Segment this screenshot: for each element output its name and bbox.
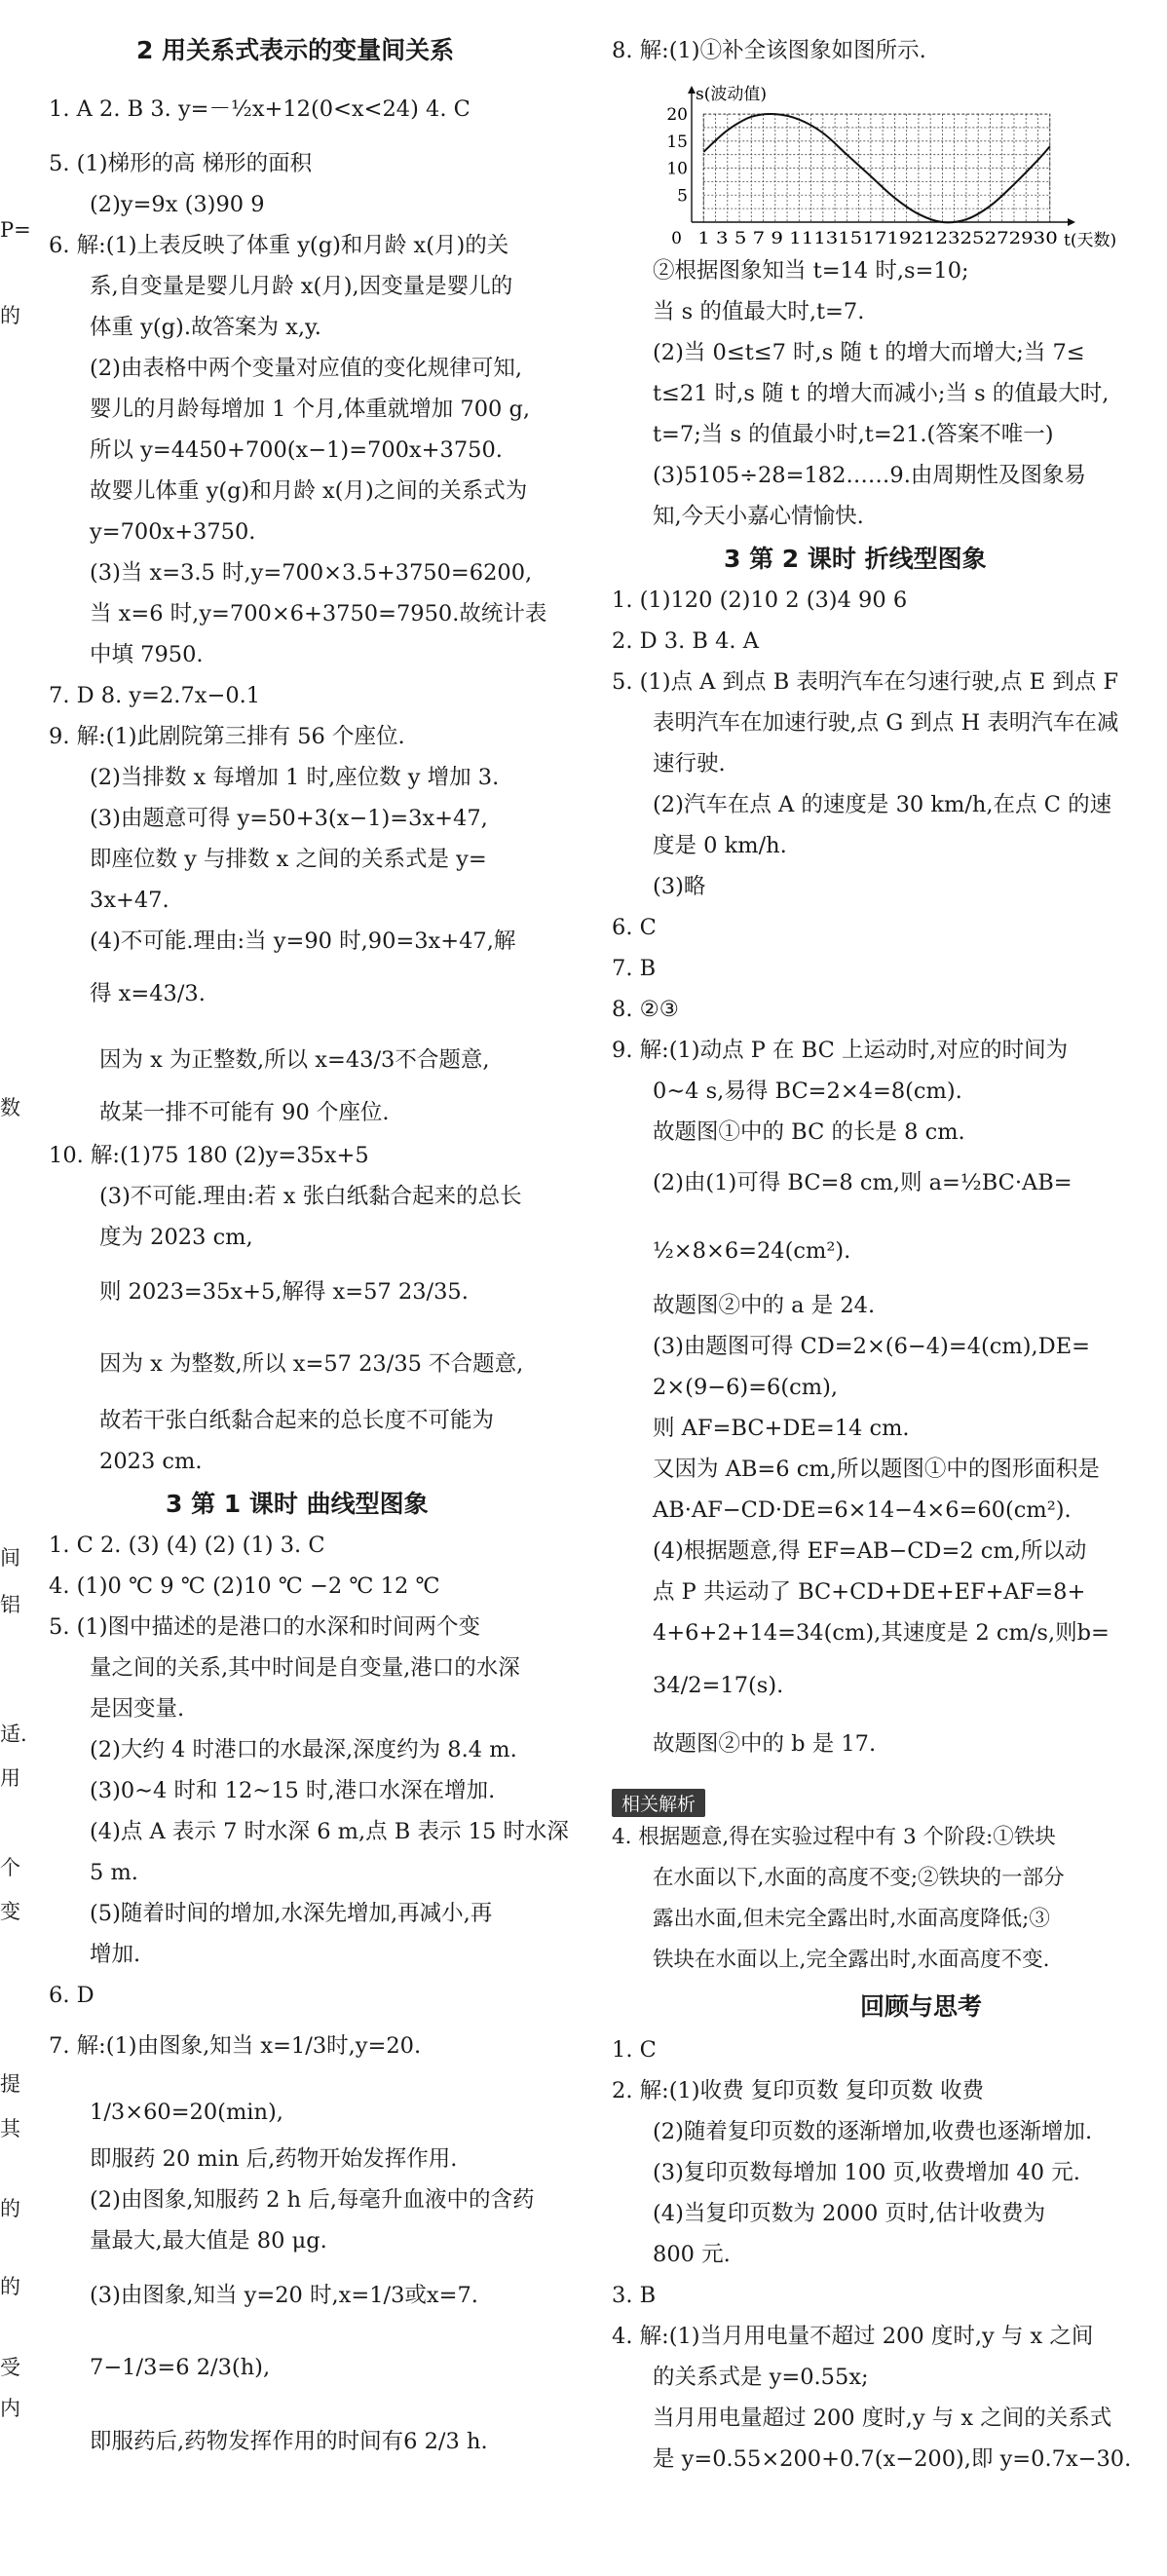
margin-fragment: 提 <box>0 2072 20 2096</box>
text-line: 度为 2023 cm, <box>99 1225 253 1250</box>
text-line: 故题图②中的 a 是 24. <box>653 1293 876 1318</box>
margin-fragment: 个 <box>0 1856 20 1879</box>
text-line: 5. (1)图中描述的是港口的水深和时间两个变 <box>49 1614 480 1640</box>
text-line: 知,今天小嘉心情愉快. <box>653 504 864 529</box>
text-line: (3)当 x=3.5 时,y=700×3.5+3750=6200, <box>90 560 533 586</box>
section-heading: 3 第 2 课时 折线型图象 <box>724 545 987 573</box>
text-line: (3)5105÷28=182……9.由周期性及图象易 <box>653 463 1086 488</box>
y-axis-label: s(波动值) <box>696 85 767 104</box>
text-line: (5)随着时间的增加,水深先增加,再减小,再 <box>90 1901 493 1926</box>
margin-fragment: 其 <box>0 2117 20 2140</box>
text-line: (4)不可能.理由:当 y=90 时,90=3x+47,解 <box>90 928 516 954</box>
text-line: 当 x=6 时,y=700×6+3750=7950.故统计表 <box>90 601 547 626</box>
text-line: 故题图②中的 b 是 17. <box>653 1731 877 1757</box>
text-line: 5. (1)点 A 到点 B 表明汽车在匀速行驶,点 E 到点 F <box>612 669 1119 695</box>
text-line: (2)由表格中两个变量对应值的变化规律可知, <box>90 356 523 381</box>
text-line: 因为 x 为整数,所以 x=57 23/35 不合题意, <box>99 1351 524 1377</box>
text-line: (3)由图象,知当 y=20 时,x=1/3或x=7. <box>90 2283 478 2308</box>
text-line: 1. C 2. (3) (4) (2) (1) 3. C <box>49 1533 325 1558</box>
text-line: (2)汽车在点 A 的速度是 30 km/h,在点 C 的速 <box>653 792 1112 817</box>
text-line: 4. 根据题意,得在实验过程中有 3 个阶段:①铁块 <box>612 1825 1056 1849</box>
x-tick-labels: 1 3 5 7 9 1113151719212325272930 <box>697 229 1058 247</box>
text-line: 2023 cm. <box>99 1449 203 1474</box>
text-line: 故若干张白纸黏合起来的总长度不可能为 <box>99 1408 495 1433</box>
text-line: 34/2=17(s). <box>653 1673 784 1698</box>
text-line: 又因为 AB=6 cm,所以题图①中的图形面积是 <box>653 1457 1100 1482</box>
text-line: 1. C <box>612 2037 657 2063</box>
text-line: 7−1/3=6 2/3(h), <box>90 2355 271 2380</box>
text-line: 所以 y=4450+700(x−1)=700x+3750. <box>90 437 503 463</box>
text-line: 表明汽车在加速行驶,点 G 到点 H 表明汽车在减 <box>653 710 1119 736</box>
text-line: 9. 解:(1)动点 P 在 BC 上运动时,对应的时间为 <box>612 1038 1069 1063</box>
text-line: 故婴儿体重 y(g)和月龄 x(月)之间的关系式为 <box>90 478 528 504</box>
text-line: 是 y=0.55×200+0.7(x−200),即 y=0.7x−30. <box>653 2446 1132 2472</box>
text-line: (2)当 0≤t≤7 时,s 随 t 的增大而增大;当 7≤ <box>653 340 1085 365</box>
y-tick-label: 5 <box>677 186 688 207</box>
text-line: 当月用电量超过 200 度时,y 与 x 之间的关系式 <box>653 2406 1112 2431</box>
text-line: (4)当复印页数为 2000 页时,估计收费为 <box>653 2201 1046 2226</box>
y-tick-label: 10 <box>666 159 688 179</box>
text-line: 得 x=43/3. <box>90 981 206 1006</box>
text-line: ½×8×6=24(cm²). <box>653 1238 851 1264</box>
y-tick-label: 20 <box>666 105 688 126</box>
text-line: 0∼4 s,易得 BC=2×4=8(cm). <box>653 1079 962 1104</box>
text-line: 的关系式是 y=0.55x; <box>653 2365 869 2390</box>
wave-chart <box>653 85 1117 261</box>
text-line: 2×(9−6)=6(cm), <box>653 1375 839 1400</box>
margin-fragment: 数 <box>0 1096 20 1119</box>
text-line: 故某一排不可能有 90 个座位. <box>99 1100 390 1125</box>
text-line: 因为 x 为正整数,所以 x=43/3不合题意, <box>99 1047 490 1073</box>
margin-fragment: 的 <box>0 2197 20 2220</box>
text-line: (2)由(1)可得 BC=8 cm,则 a=½BC·AB= <box>653 1170 1073 1195</box>
text-line: 速行驶. <box>653 751 726 777</box>
text-line: 6. D <box>49 1983 94 2008</box>
text-line: (3)0∼4 时和 12∼15 时,港口水深在增加. <box>90 1778 496 1803</box>
related-analysis-tag: 相关解析 <box>612 1789 705 1817</box>
margin-fragment: 的 <box>0 2275 20 2298</box>
margin-fragment: 变 <box>0 1900 20 1923</box>
x-axis-label: t(天数) <box>1064 231 1117 250</box>
text-line: 4+6+2+14=34(cm),其速度是 2 cm/s,则b= <box>653 1620 1110 1646</box>
text-line: 婴儿的月龄每增加 1 个月,体重就增加 700 g, <box>90 397 531 422</box>
text-line: 体重 y(g).故答案为 x,y. <box>90 315 321 340</box>
text-line: 7. D 8. y=2.7x−0.1 <box>49 683 261 708</box>
margin-fragment: 铝 <box>0 1593 20 1616</box>
margin-fragment: 受 <box>0 2356 20 2379</box>
text-line: 1. (1)120 (2)10 2 (3)4 90 6 <box>612 587 908 613</box>
text-line: 系,自变量是婴儿月龄 x(月),因变量是婴儿的 <box>90 274 513 299</box>
text-line: 点 P 共运动了 BC+CD+DE+EF+AF=8+ <box>653 1579 1086 1605</box>
text-line: 故题图①中的 BC 的长是 8 cm. <box>653 1119 965 1145</box>
text-line: 增加. <box>90 1942 141 1967</box>
text-line: 5. (1)梯形的高 梯形的面积 <box>49 151 313 176</box>
text-line: 1. A 2. B 3. y=－½x+12(0<x<24) 4. C <box>49 96 471 122</box>
y-tick-label: 15 <box>666 132 688 152</box>
text-line: 4. 解:(1)当月用电量不超过 200 度时,y 与 x 之间 <box>612 2324 1094 2349</box>
text-line: (3)复印页数每增加 100 页,收费增加 40 元. <box>653 2160 1080 2185</box>
text-line: (2)y=9x (3)90 9 <box>90 192 265 217</box>
section-heading: 3 第 1 课时 曲线型图象 <box>166 1490 429 1518</box>
text-line: 3x+47. <box>90 888 169 913</box>
text-line: 800 元. <box>653 2242 731 2267</box>
margin-fragment: 间 <box>0 1546 20 1570</box>
text-line: 1/3×60=20(min), <box>90 2100 283 2125</box>
text-line: 在水面以下,水面的高度不变;②铁块的一部分 <box>653 1866 1065 1890</box>
origin-label: 0 <box>671 229 682 248</box>
text-line: 6. 解:(1)上表反映了体重 y(g)和月龄 x(月)的关 <box>49 233 509 258</box>
text-line: 是因变量. <box>90 1696 185 1722</box>
text-line: 铁块在水面以上,完全露出时,水面高度不变. <box>653 1948 1050 1972</box>
y-axis-arrow <box>688 86 696 94</box>
x-axis-arrow <box>1068 218 1075 226</box>
text-line: 量之间的关系,其中时间是自变量,港口的水深 <box>90 1655 520 1681</box>
text-line: 则 AF=BC+DE=14 cm. <box>653 1416 910 1441</box>
text-line: (3)由题意可得 y=50+3(x−1)=3x+47, <box>90 806 488 831</box>
text-line: 4. (1)0 ℃ 9 ℃ (2)10 ℃ −2 ℃ 12 ℃ <box>49 1573 440 1599</box>
section-heading: 回顾与思考 <box>860 1992 983 2021</box>
margin-fragment: 内 <box>0 2397 20 2420</box>
text-line: 3. B <box>612 2283 657 2308</box>
text-line: 9. 解:(1)此剧院第三排有 56 个座位. <box>49 724 405 749</box>
text-line: 2. D 3. B 4. A <box>612 628 759 654</box>
margin-fragment: P= <box>0 218 31 242</box>
text-line: 则 2023=35x+5,解得 x=57 23/35. <box>99 1279 469 1305</box>
text-line: y=700x+3750. <box>90 519 256 545</box>
text-line: 10. 解:(1)75 180 (2)y=35x+5 <box>49 1143 369 1168</box>
text-line: 即服药后,药物发挥作用的时间有6 2/3 h. <box>90 2429 488 2454</box>
text-line: (4)根据题意,得 EF=AB−CD=2 cm,所以动 <box>653 1538 1087 1564</box>
wave-chart-svg <box>653 85 1117 261</box>
text-line: 当 s 的值最大时,t=7. <box>653 299 865 324</box>
text-line: 即座位数 y 与排数 x 之间的关系式是 y= <box>90 847 487 872</box>
section-heading: 2 用关系式表示的变量间关系 <box>136 36 455 64</box>
text-line: (3)由题图可得 CD=2×(6−4)=4(cm),DE= <box>653 1334 1090 1359</box>
margin-fragment: 适. <box>0 1723 27 1746</box>
text-line: 7. 解:(1)由图象,知当 x=1/3时,y=20. <box>49 2033 422 2059</box>
margin-fragment: 用 <box>0 1766 20 1790</box>
text-line: 5 m. <box>90 1860 138 1885</box>
margin-fragment: 的 <box>0 304 20 327</box>
text-line: 即服药 20 min 后,药物开始发挥作用. <box>90 2146 458 2172</box>
text-line: (2)当排数 x 每增加 1 时,座位数 y 增加 3. <box>90 765 500 790</box>
text-line: 露出水面,但未完全露出时,水面高度降低;③ <box>653 1907 1050 1931</box>
text-line: 8. ②③ <box>612 997 679 1022</box>
text-line: 7. B <box>612 956 657 981</box>
text-line: t=7;当 s 的值最小时,t=21.(答案不唯一) <box>653 422 1054 447</box>
text-line: 量最大,最大值是 80 μg. <box>90 2228 327 2254</box>
text-line: 8. 解:(1)①补全该图象如图所示. <box>612 38 926 63</box>
text-line: 中填 7950. <box>90 642 204 667</box>
text-line: 6. C <box>612 915 657 940</box>
text-line: t≤21 时,s 随 t 的增大而减小;当 s 的值最大时, <box>653 381 1110 406</box>
text-line: (2)由图象,知服药 2 h 后,每毫升血液中的含药 <box>90 2187 535 2213</box>
text-line: 度是 0 km/h. <box>653 833 787 858</box>
text-line: (2)随着复印页数的逐渐增加,收费也逐渐增加. <box>653 2119 1093 2144</box>
text-line: (2)大约 4 时港口的水最深,深度约为 8.4 m. <box>90 1737 517 1762</box>
text-line: (4)点 A 表示 7 时水深 6 m,点 B 表示 15 时水深 <box>90 1819 569 1844</box>
text-line: (3)略 <box>653 874 706 899</box>
text-line: 2. 解:(1)收费 复印页数 复印页数 收费 <box>612 2078 985 2103</box>
text-line: AB·AF−CD·DE=6×14−4×6=60(cm²). <box>653 1497 1072 1523</box>
text-line: ②根据图象知当 t=14 时,s=10; <box>653 258 969 284</box>
text-line: (3)不可能.理由:若 x 张白纸黏合起来的总长 <box>99 1184 522 1209</box>
